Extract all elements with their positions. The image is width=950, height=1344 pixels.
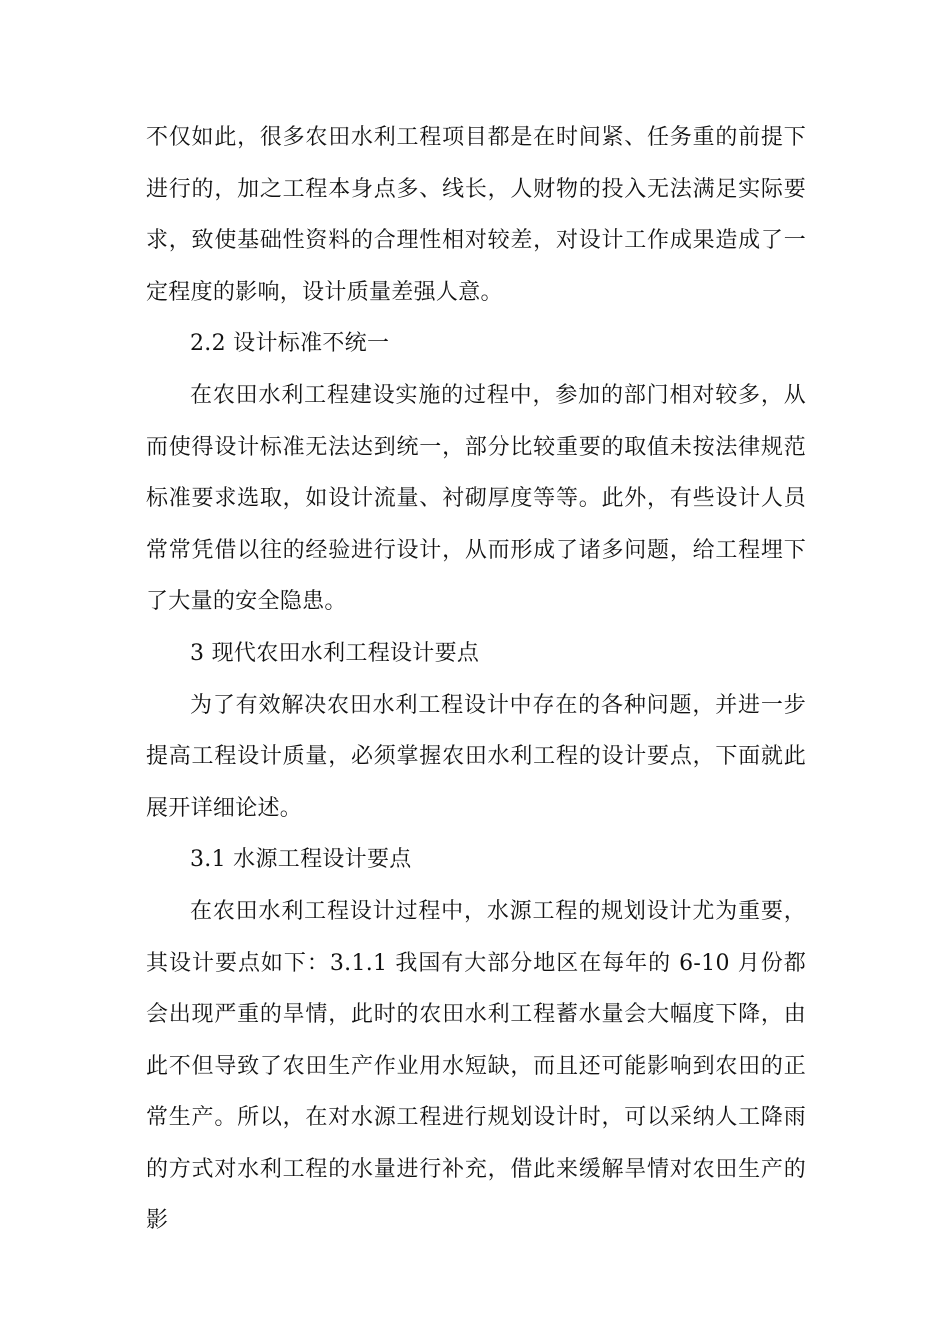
document-body	[146, 112, 806, 1247]
paragraph-intro-continuation: 不仅如此，很多农田水利工程项目都是在时间紧、任务重的前提下进行的，加之工程本身点多、线长，人财物的投入无法满足实际要求，致使基础性资料的合理性相对较差，对设计工作成果造成了一定程度的影响，设计质量差强人意。	[146, 125, 806, 305]
section-heading-3-1: 3.1 水源工程设计要点	[190, 847, 412, 873]
paragraph-design-standards: 在农田水利工程建设实施的过程中，参加的部门相对较多，从而使得设计标准无法达到统一，部分比较重要的取值未按法律规范标准要求选取，如设计流量、衬砌厚度等等。此外，有些设计人员常常凭借以往的经验进行设计，从而形成了诸多问题，给工程埋下了大量的安全隐患。	[146, 382, 806, 615]
paragraph-water-source-design: 在农田水利工程设计过程中，水源工程的规划设计尤为重要，其设计要点如下：3.1.1 我国有大部分地区在每年的 6-10 月份都会出现严重的旱情，此时的农田水利工程蓄水量会大幅度下降，由此不但导致了农田生产作业用水短缺，而且还可能影响到农田的正常生产。所以，在对水源工程进行规划设计时，可以采纳人工降雨的方式对水利工程的水量进行补充，借此来缓解旱情对农田生产的影	[146, 898, 806, 1234]
section-heading-2-2: 2.2 设计标准不统一	[190, 331, 390, 357]
paragraph-design-points-intro: 为了有效解决农田水利工程设计中存在的各种问题，并进一步提高工程设计质量，必须掌握农田水利工程的设计要点，下面就此展开详细论述。	[146, 692, 806, 821]
section-heading-3: 3 现代农田水利工程设计要点	[190, 640, 480, 666]
